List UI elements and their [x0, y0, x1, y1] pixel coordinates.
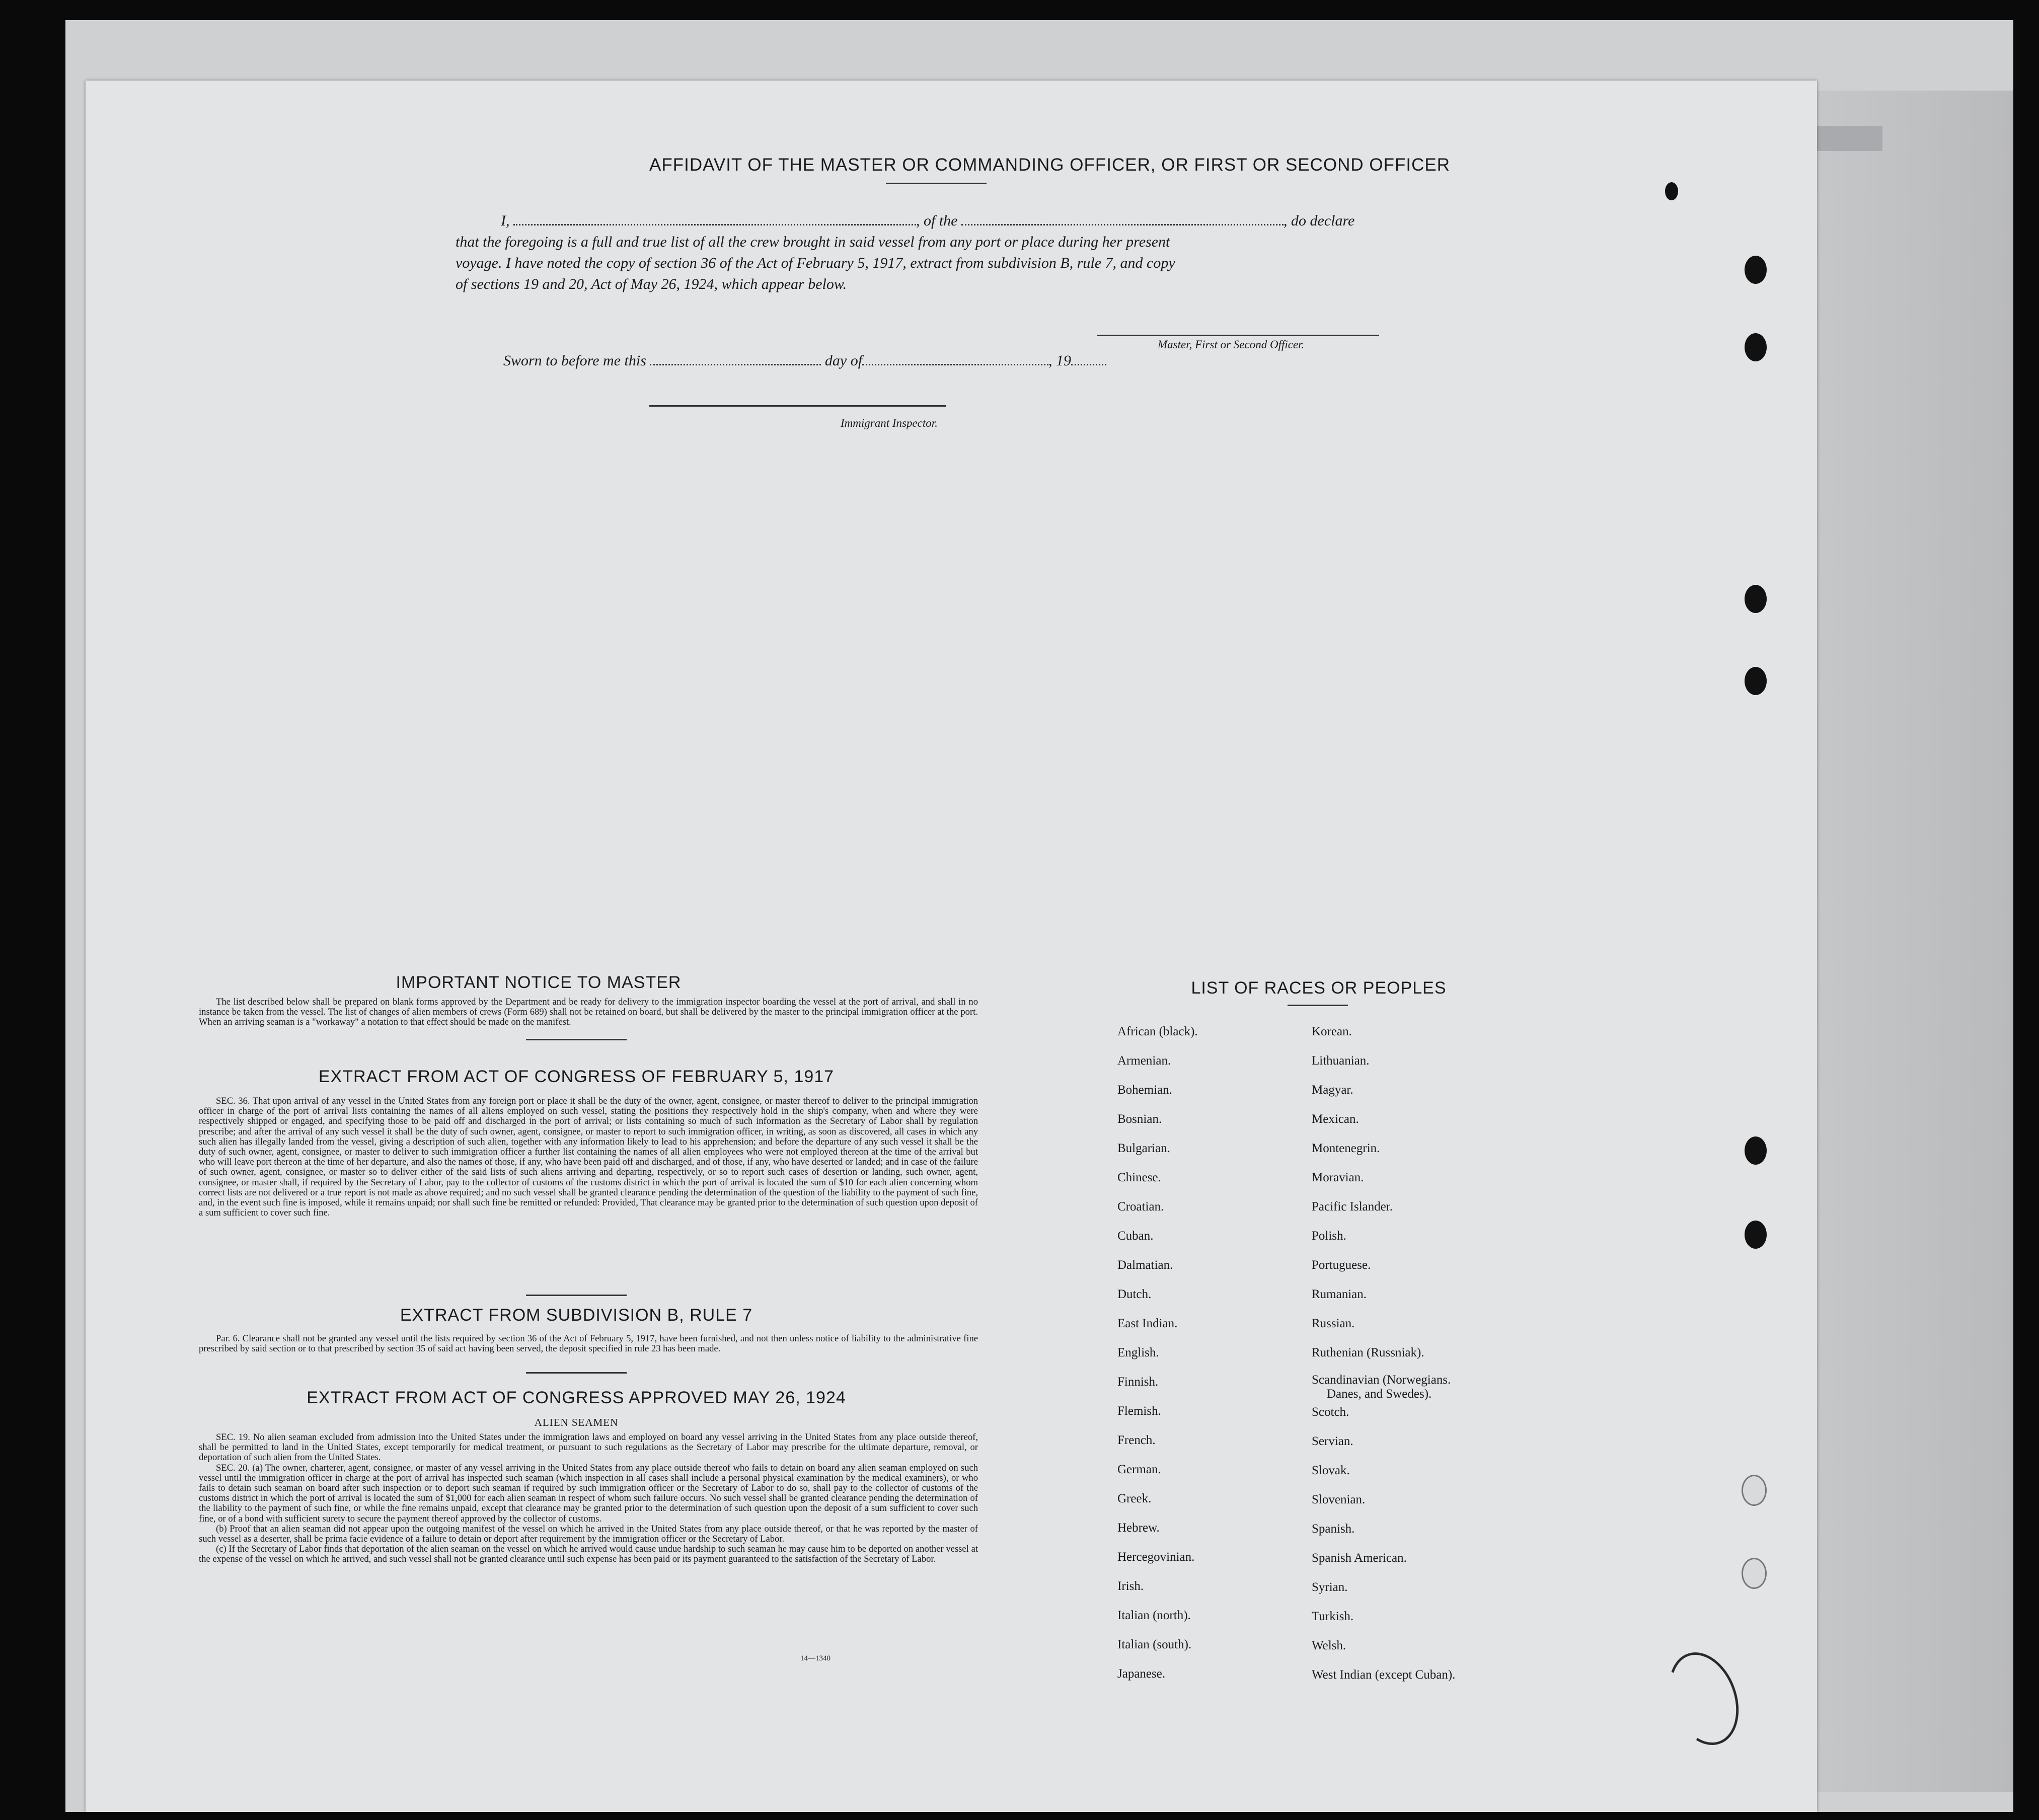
- race-item: Syrian.: [1312, 1580, 1348, 1594]
- race-item: Russian.: [1312, 1317, 1355, 1330]
- race-item: Cuban.: [1117, 1229, 1154, 1243]
- race-item: English.: [1117, 1346, 1159, 1359]
- race-item: Scotch.: [1312, 1405, 1349, 1419]
- race-item: Spanish American.: [1312, 1551, 1407, 1565]
- race-item: Portuguese.: [1312, 1258, 1371, 1272]
- extract-1924-sec20c: (c) If the Secretary of Labor finds that deportation of the alien seaman on the vessel on which he arrived would cause undue hardship to such seaman he may cause him to be deported on another vessel at the expense of the vessel on which he arrived, and such vessel shall not be granted clearance until such expense has been paid or its payment guaranteed to the satisfaction of the Secretary of Labor.: [199, 1544, 978, 1565]
- race-item: Scandinavian (Norwegians.: [1312, 1373, 1451, 1387]
- race-item: Bohemian.: [1117, 1083, 1173, 1097]
- race-item: Moravian.: [1312, 1171, 1364, 1184]
- race-item: Armenian.: [1117, 1054, 1171, 1068]
- binder-hole: [1745, 667, 1767, 695]
- race-item: Italian (north).: [1117, 1609, 1191, 1622]
- notice-rule: [526, 1039, 627, 1040]
- extract-1917-text: SEC. 36. That upon arrival of any vessel in the United States from any foreign port or place it shall be the duty of the owner, agent, consignee, or master thereof to deliver to the principal immigration officer in charge of the port of arrival lists containing the names of all aliens employed on such vessel, stating the positions they respectively hold in the ship's company, when and where they were respectively shipped or engaged, and specifying those to be paid off and discharged in the port of arrival; or lists containing so much of such information as the Secretary of Labor shall by regulation prescribe; and after the arrival of any such vessel it shall be the duty of such owner, agent, consignee, or master to report to such immigration officer, in writing, as soon as discovered, all cases in which any such alien has illegally landed from the vessel, giving a description of such alien, together with any information likely to lead to his apprehension; and before the departure of any such vessel it shall be the duty of such owner, agent, consignee, or master to deliver to such immigration officer a further list containing the names of all alien employees who were not employed thereon at the time of the arrival but who will leave port thereon at the time of her departure, and also the names of those, if any, who have been paid off and discharged, and of those, if any, who have deserted or landed; and in case of the failure of such owner, agent, consignee, or master so to deliver either of the said lists of such aliens arriving and departing, respectively, or so to report such cases of desertion or landing, such owner, agent, consignee, or master shall, if required by the Secretary of Labor, pay to the collector of customs of the customs district in which the port of arrival is located the sum of $10 for each alien concerning whom correct lists are not delivered or a true report is not made as above required; and no such vessel shall be granted clearance pending the determination of the question of the liability to the payment of such fine, and, in the event such fine is imposed, while it remains unpaid; nor shall such fine be remitted or refunded: Provided, That clearance may be granted prior to the determination of such question upon deposit of a sum sufficient to cover such fine.: [199, 1096, 978, 1219]
- handwritten-mark: [1656, 1642, 1751, 1755]
- title-rule: [886, 183, 987, 184]
- race-item: Hebrew.: [1117, 1521, 1160, 1535]
- race-item: Japanese.: [1117, 1667, 1166, 1681]
- extract-1924-subtitle: ALIEN SEAMEN: [534, 1416, 619, 1428]
- race-item: Mexican.: [1312, 1112, 1359, 1126]
- affidavit-page: [86, 81, 1817, 1812]
- underlying-sheet-edge: [1792, 91, 2013, 1792]
- extract-1924-sec20b: (b) Proof that an alien seaman did not appear upon the outgoing manifest of the vessel on which he arrived in the United States from any place outside thereof, or that he was reported by the master of such vessel as a deserter, shall be prima facie evidence of a failure to detain or deport after requirement by the immigration officer or the Secretary of Labor.: [199, 1523, 978, 1545]
- race-item: East Indian.: [1117, 1317, 1178, 1330]
- race-item: Greek.: [1117, 1492, 1152, 1505]
- rule7-title: EXTRACT FROM SUBDIVISION B, RULE 7: [400, 1306, 753, 1325]
- extract-1924-sec19: SEC. 19. No alien seaman excluded from admission into the United States under the immigration laws and employed on board any vessel arriving in the United States from any place outside thereof, shall be permitted to land in the United States, except temporarily for medical treatment, or pursuant to such regulations as the Secretary of Labor may prescribe for the ultimate departure, removal, or deportation of such alien from the United States.: [199, 1432, 978, 1463]
- binder-hole: [1745, 585, 1767, 613]
- inspector-signature-label: Immigrant Inspector.: [841, 417, 938, 429]
- race-item: African (black).: [1117, 1025, 1198, 1038]
- extract-1917-title: EXTRACT FROM ACT OF CONGRESS OF FEBRUARY 5, 1917: [318, 1067, 835, 1086]
- race-item: Slovak.: [1312, 1464, 1350, 1477]
- race-item: Bosnian.: [1117, 1112, 1162, 1126]
- race-item: German.: [1117, 1463, 1161, 1476]
- affidavit-title: AFFIDAVIT OF THE MASTER OR COMMANDING OFFICER, OR FIRST OR SECOND OFFICER: [649, 155, 1451, 175]
- races-right-column: [1312, 81, 1563, 1812]
- sworn-day-field[interactable]: [650, 352, 821, 365]
- race-item: Slovenian.: [1312, 1493, 1366, 1506]
- rule7-rule: [526, 1372, 627, 1374]
- declaration-i: I,: [501, 212, 510, 229]
- race-item: Polish.: [1312, 1229, 1346, 1243]
- race-item: Chinese.: [1117, 1171, 1161, 1184]
- race-item: Servian.: [1312, 1434, 1353, 1448]
- notice-title: IMPORTANT NOTICE TO MASTER: [396, 973, 682, 992]
- race-item: Spanish.: [1312, 1522, 1355, 1536]
- master-name-field[interactable]: [513, 212, 916, 225]
- races-title: LIST OF RACES OR PEOPLES: [1191, 978, 1447, 998]
- race-item: Dutch.: [1117, 1287, 1152, 1301]
- race-item: Hercegovinian.: [1117, 1550, 1195, 1564]
- declaration-line-2: that the foregoing is a full and true list of all the crew brought in said vessel from any port or place during her present: [456, 234, 1170, 250]
- race-item: Rumanian.: [1312, 1287, 1367, 1301]
- race-item: Montenegrin.: [1312, 1142, 1380, 1155]
- race-item: Croatian.: [1117, 1200, 1164, 1214]
- declaration-of-the: , of the: [916, 212, 958, 229]
- sworn-day-of: day of: [824, 352, 863, 369]
- binder-hole: [1745, 1221, 1767, 1249]
- race-item: Danes, and Swedes).: [1327, 1387, 1432, 1401]
- extract-1917-rule: [526, 1295, 627, 1296]
- sworn-month-field[interactable]: [862, 352, 1048, 365]
- sworn-label: Sworn to before me this: [503, 352, 646, 369]
- rule7-text: Par. 6. Clearance shall not be granted any vessel until the lists required by section 36 of the Act of February 5, 1917, have been furnished, and not then unless notice of liability to the administrative fine prescribed by said section or to that prescribed by section 35 of said act having been served, the deposit specified in rule 23 has been made.: [199, 1333, 978, 1354]
- race-item: Turkish.: [1312, 1610, 1354, 1623]
- race-item: Dalmatian.: [1117, 1258, 1173, 1272]
- race-item: Pacific Islander.: [1312, 1200, 1393, 1214]
- race-item: French.: [1117, 1433, 1156, 1447]
- race-item: Italian (south).: [1117, 1638, 1192, 1651]
- race-item: Flemish.: [1117, 1404, 1161, 1418]
- race-item: Korean.: [1312, 1025, 1352, 1038]
- stamp-mark-2: [1812, 126, 1882, 151]
- binder-hole: [1742, 1475, 1767, 1506]
- races-left-column: [1117, 81, 1309, 1812]
- declaration-do-declare: , do declare: [1283, 212, 1355, 229]
- race-item: Finnish.: [1117, 1375, 1159, 1389]
- race-item: Irish.: [1117, 1579, 1144, 1593]
- binder-hole: [1665, 182, 1678, 200]
- extract-1924-sec20a: SEC. 20. (a) The owner, charterer, agent, consignee, or master of any vessel arriving in the United States from any place outside thereof who fails to detain on board any alien seaman employed on such vessel until the immigration officer in charge at the port of arrival has inspected such seaman (which inspection in all cases shall include a personal physical examination by the medical examiners), or who fails to detain such seaman on board after such inspection or to deport such seaman if required by such immigration officer or the Secretary of Labor to do so, shall pay to the collector of customs of the customs district in which the port of arrival is located the sum of $1,000 for each alien seaman in respect of whom such failure occurs. No such vessel shall be granted clearance pending the determination of the liability to the payment of such fine, or while the fine remains unpaid, except that clearance may be granted prior to the determination of such question upon the deposit of a sum sufficient to cover such fine, or of a bond with sufficient surety to secure the payment thereof approved by the collector of customs.: [199, 1462, 978, 1524]
- race-item: Lithuanian.: [1312, 1054, 1370, 1068]
- master-signature-label: Master, First or Second Officer.: [1158, 338, 1305, 351]
- binder-hole: [1745, 333, 1767, 361]
- race-item: Magyar.: [1312, 1083, 1353, 1097]
- sworn-year-field[interactable]: [1071, 352, 1106, 365]
- race-item: West Indian (except Cuban).: [1312, 1668, 1456, 1682]
- binder-hole: [1745, 1136, 1767, 1165]
- extract-1924-title: EXTRACT FROM ACT OF CONGRESS APPROVED MAY 26, 1924: [307, 1388, 846, 1407]
- declaration-line-3: voyage. I have noted the copy of section 36 of the Act of February 5, 1917, extract from subdivision B, rule 7, and copy: [456, 255, 1175, 271]
- sworn-year-prefix: , 19: [1048, 352, 1072, 369]
- extract-1924-body: [199, 1432, 978, 1565]
- race-item: Welsh.: [1312, 1639, 1346, 1652]
- race-item: Ruthenian (Russniak).: [1312, 1346, 1424, 1359]
- sworn-line: [503, 350, 1106, 371]
- notice-text: The list described below shall be prepared on blank forms approved by the Department and be ready for delivery to the immigration inspector boarding the vessel at the port of arrival, and shall in no instance be taken from the vessel. The list of changes of alien members of crews (Form 689) shall not be retained on board, but shall be delivered by the master to the principal immigration officer at the port. When an arriving seaman is a "workaway" a notation to that effect should be made on the manifest.: [199, 997, 978, 1028]
- binder-hole: [1742, 1558, 1767, 1589]
- inspector-signature-line[interactable]: [649, 405, 946, 407]
- race-item: Bulgarian.: [1117, 1142, 1170, 1155]
- declaration-line-4: of sections 19 and 20, Act of May 26, 1924, which appear below.: [456, 276, 847, 292]
- form-number: 14—1340: [800, 1654, 830, 1662]
- binder-hole: [1745, 256, 1767, 284]
